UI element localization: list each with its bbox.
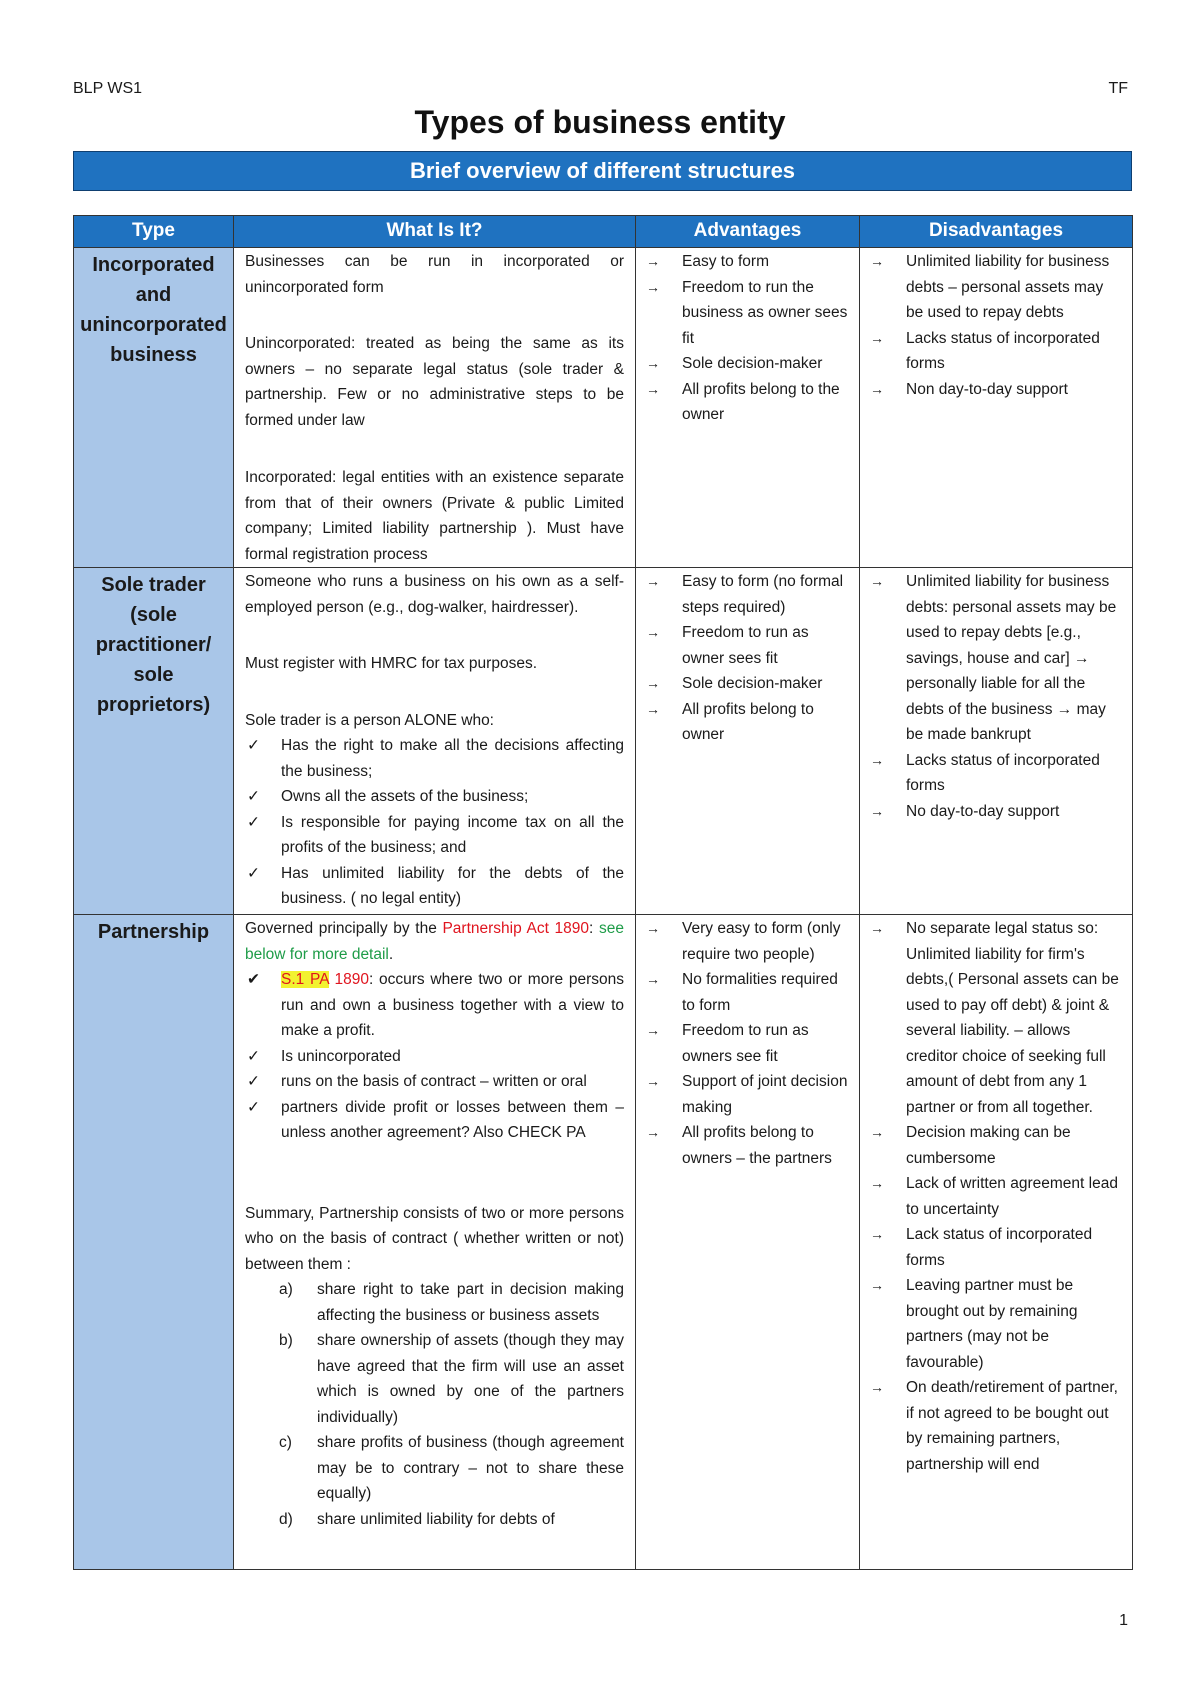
list-item: → Non day-to-day support [868, 377, 1124, 403]
table-row-sole-trader [74, 568, 1133, 915]
what-cell [234, 248, 636, 568]
list-item: ✔ S.1 PA 1890: occurs where two or more persons run and own a business together with a view to make a profit. [245, 967, 624, 1044]
arrow-icon: → [646, 624, 660, 640]
paragraph: Sole trader is a person ALONE who: [245, 711, 494, 729]
arrow-icon: → [870, 253, 884, 269]
arrow-icon: → [646, 1124, 660, 1140]
list-item: → Unlimited liability for business debts – personal assets may be used to repay debts [868, 249, 1124, 326]
list-item: → Freedom to run the business as owner sees fit [644, 275, 851, 352]
paragraph: Unincorporated: treated as being the same as its owners – no separate legal status (sole trader & partnership. Few or no administrative steps to be formed under law [245, 335, 624, 429]
check-icon: ✔ [247, 971, 260, 988]
arrow-icon: → [870, 1379, 884, 1395]
arrow-icon: → [646, 278, 660, 295]
paragraph: Must register with HMRC for tax purposes. [245, 655, 538, 672]
what-cell [234, 568, 636, 915]
list-item: → No formalities required to form [644, 967, 851, 1018]
list-item: ✓ Owns all the assets of the business; [245, 784, 624, 810]
list-item: → Unlimited liability for business debts: personal assets may be used to repay debts [e.g., savings, house and car] → personally liable for all the debts of the business → may be made bankrupt [868, 569, 1124, 748]
list-item: → Sole decision-maker [644, 351, 851, 377]
check-icon: ✓ [247, 737, 260, 754]
list-item: → Easy to form [644, 249, 851, 275]
list-item: → On death/retirement of partner, if not agreed to be bought out by remaining partners, partnership will end [868, 1375, 1124, 1477]
advantages-cell [636, 915, 860, 1570]
list-item: c) share profits of business (though agreement may be to contrary – not to share these equally) [279, 1434, 624, 1502]
table-row-partnership [74, 915, 1133, 1570]
arrow-icon: → [646, 573, 660, 589]
list-item: → Sole decision-maker [644, 671, 851, 697]
check-icon: ✓ [247, 1098, 260, 1116]
list-item: → Freedom to run as owners see fit [644, 1018, 851, 1069]
check-icon: ✓ [247, 813, 260, 831]
column-header-what: What Is It? [234, 216, 636, 248]
column-header-type: Type [74, 216, 234, 248]
arrow-icon: → [870, 1226, 884, 1242]
check-icon: ✓ [247, 1047, 260, 1065]
disadvantages-cell [860, 915, 1133, 1570]
paragraph: Incorporated: legal entities with an existence separate from that of their owners (Private & public Limited company; Limited liability partnership ). Must have formal registration process [245, 469, 624, 563]
header-left: BLP WS1 [73, 80, 143, 97]
paragraph: Governed principally by the Partnership Act 1890: see below for more detail. [245, 920, 624, 963]
list-item: → No day-to-day support [868, 799, 1124, 825]
check-icon: ✓ [247, 788, 260, 805]
list-item: ✓ Has the right to make all the decisions affecting the business; [245, 733, 624, 784]
list-item: → Lacks status of incorporated forms [868, 748, 1124, 799]
advantages-cell [636, 568, 860, 915]
arrow-icon: → [870, 751, 884, 768]
act-reference: Partnership Act 1890 [442, 920, 590, 937]
list-item: ✓ partners divide profit or losses between them – unless another agreement? Also CHECK PA [245, 1095, 624, 1146]
business-entity-table [73, 215, 1133, 1570]
section-reference: S.1 PA [281, 971, 329, 988]
arrow-icon: → [646, 971, 660, 987]
arrow-icon: → [646, 1073, 660, 1089]
type-cell: Partnership [74, 915, 234, 1570]
arrow-icon: → [870, 802, 884, 819]
check-icon: ✓ [247, 864, 260, 882]
list-item: → Leaving partner must be brought out by remaining partners (may not be favourable) [868, 1273, 1124, 1375]
list-item: → All profits belong to the owner [644, 377, 851, 428]
arrow-icon: → [870, 1124, 884, 1140]
list-item: → All profits belong to owners – the partners [644, 1120, 851, 1171]
header-right: TF [1108, 80, 1128, 97]
list-item: ✓ runs on the basis of contract – written or oral [245, 1069, 624, 1095]
arrow-icon: → [646, 380, 660, 397]
arrow-icon: → [646, 253, 660, 269]
paragraph: Businesses can be run in incorporated or unincorporated form [245, 253, 624, 296]
list-item: → All profits belong to owner [644, 697, 851, 748]
list-item: ✓ Has unlimited liability for the debts of the business. ( no legal entity) [245, 861, 624, 912]
arrow-icon: → [870, 380, 884, 397]
paragraph: Summary, Partnership consists of two or more persons who on the basis of contract ( whether written or not) between them : [245, 1204, 624, 1273]
table-header-row [74, 216, 1133, 248]
check-icon: ✓ [247, 1073, 260, 1090]
section-banner: Brief overview of different structures [73, 151, 1132, 191]
advantages-cell [636, 248, 860, 568]
arrow-icon: → [870, 329, 884, 346]
type-cell: Sole trader (sole practitioner/ sole proprietors) [74, 568, 234, 915]
arrow-icon: → [870, 1277, 884, 1293]
arrow-icon: → [646, 920, 660, 936]
list-item: → Easy to form (no formal steps required) [644, 569, 851, 620]
list-item: → No separate legal status so: Unlimited liability for firm's debts,( Personal assets can be used to pay off debt) & joint & several liability. – allows creditor choice of seeking full amount of debt from any 1 partner or from all together. [868, 916, 1124, 1120]
list-item: → Very easy to form (only require two people) [644, 916, 851, 967]
list-item: → Lack of written agreement lead to uncertainty [868, 1171, 1124, 1222]
list-item: → Lacks status of incorporated forms [868, 326, 1124, 377]
table-row-incorporated [74, 248, 1133, 568]
list-item: → Support of joint decision making [644, 1069, 851, 1120]
list-item: → Decision making can be cumbersome [868, 1120, 1124, 1171]
arrow-icon: → [870, 920, 884, 936]
column-header-disadvantages: Disadvantages [860, 216, 1133, 248]
arrow-icon: → [870, 1175, 884, 1191]
arrow-icon: → [870, 573, 884, 589]
arrow-icon: → [646, 675, 660, 691]
disadvantages-cell [860, 568, 1133, 915]
list-item: ✓ Is responsible for paying income tax on all the profits of the business; and [245, 810, 624, 861]
page-number: 1 [1119, 1612, 1128, 1629]
list-item: → Lack status of incorporated forms [868, 1222, 1124, 1273]
what-cell [234, 915, 636, 1570]
column-header-advantages: Advantages [636, 216, 860, 248]
arrow-icon: → [646, 700, 660, 717]
type-cell: Incorporated and unincorporated business [74, 248, 234, 568]
cross-reference: see below for more detail [245, 920, 624, 963]
paragraph: Someone who runs a business on his own as a self-employed person (e.g., dog-walker, hairdresser). [245, 573, 624, 616]
list-item: a) share right to take part in decision making affecting the business or business assets [279, 1281, 624, 1324]
list-item: ✓ Is unincorporated [245, 1044, 624, 1070]
list-item: → Freedom to run as owner sees fit [644, 620, 851, 671]
list-item: d) share unlimited liability for debts of [279, 1510, 555, 1528]
arrow-icon: → [646, 355, 660, 371]
list-item: b) share ownership of assets (though they may have agreed that the firm will use an asset which is owned by one of the partners individually) [279, 1332, 624, 1426]
document-title: Types of business entity [414, 104, 786, 140]
arrow-icon: → [646, 1022, 660, 1038]
disadvantages-cell [860, 248, 1133, 568]
